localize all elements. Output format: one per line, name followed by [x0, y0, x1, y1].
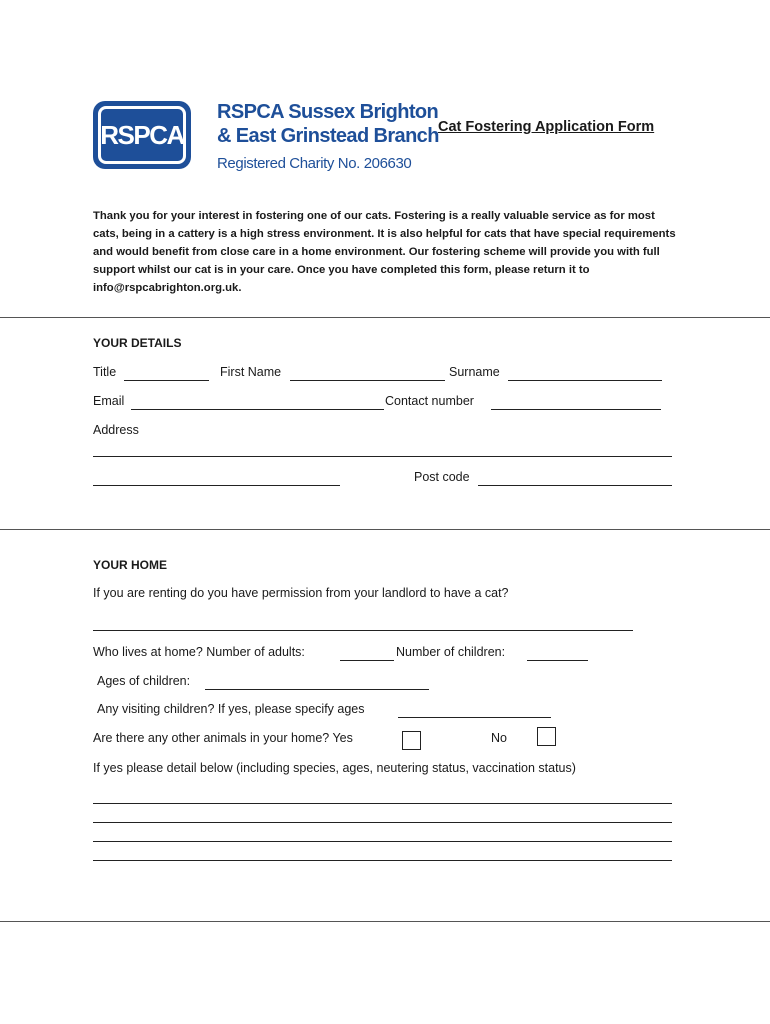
divider — [0, 529, 770, 530]
logo-border — [98, 106, 186, 164]
animals-no-checkbox[interactable] — [537, 727, 556, 746]
animals-no-label: No — [491, 731, 507, 745]
branch-line-2: & East Grinstead Branch — [217, 125, 439, 147]
postcode-label: Post code — [414, 470, 470, 484]
section-title-details: YOUR DETAILS — [93, 336, 182, 350]
animals-detail-line-4[interactable] — [93, 860, 672, 861]
section-title-home: YOUR HOME — [93, 558, 168, 572]
title-label: Title — [93, 365, 117, 379]
contact-number-field[interactable] — [491, 409, 661, 410]
visiting-label: Any visiting children? If yes, please specify ages — [97, 702, 365, 716]
surname-label: Surname — [449, 365, 500, 379]
contact-number-label: Contact number — [385, 394, 474, 408]
first-name-field[interactable] — [290, 380, 445, 381]
charity-number: Registered Charity No. 206630 — [217, 155, 412, 172]
branch-name — [217, 100, 439, 148]
adults-label: Who lives at home? Number of adults: — [93, 645, 305, 659]
children-label: Number of children: — [396, 645, 506, 659]
adults-field[interactable] — [340, 660, 394, 661]
postcode-field[interactable] — [478, 485, 672, 486]
renting-question: If you are renting do you have permission from your landlord to have a cat? — [93, 586, 509, 600]
email-label: Email — [93, 394, 125, 408]
visiting-field[interactable] — [398, 717, 551, 718]
address-field-line-1[interactable] — [93, 456, 672, 457]
branch-line-1: RSPCA Sussex Brighton — [217, 101, 439, 123]
animals-question: Are there any other animals in your home? Yes — [93, 731, 353, 745]
form-title: Cat Fostering Application Form — [438, 119, 655, 135]
title-field[interactable] — [124, 380, 209, 381]
animals-detail-line-3[interactable] — [93, 841, 672, 842]
logo-text: RSPCA — [100, 119, 184, 150]
animals-yes-checkbox[interactable] — [402, 731, 421, 750]
animals-detail-line-2[interactable] — [93, 822, 672, 823]
address-label: Address — [93, 423, 139, 437]
ages-label: Ages of children: — [97, 674, 191, 688]
ages-field[interactable] — [205, 689, 429, 690]
animals-detail-label: If yes please detail below (including species, ages, neutering status, vaccination status) — [93, 761, 576, 775]
address-field-line-2[interactable] — [93, 485, 340, 486]
first-name-label: First Name — [220, 365, 282, 379]
intro-paragraph: Thank you for your interest in fostering one of our cats. Fostering is a really valuable service as for most cats, being in a cattery is a high stress environment. It is also helpful for cats that have special requirements and would benefit from close care in a home environment. Our fostering scheme will provide you with full support whilst our cat is in your care. Once you have completed this form, please return it to info@rspcabrighton.org.uk. — [93, 210, 676, 294]
rspca-logo — [93, 101, 191, 169]
animals-detail-line-1[interactable] — [93, 803, 672, 804]
renting-answer-field[interactable] — [93, 630, 633, 631]
divider — [0, 317, 770, 318]
email-field[interactable] — [131, 409, 384, 410]
surname-field[interactable] — [508, 380, 662, 381]
divider — [0, 921, 770, 922]
children-field[interactable] — [527, 660, 588, 661]
